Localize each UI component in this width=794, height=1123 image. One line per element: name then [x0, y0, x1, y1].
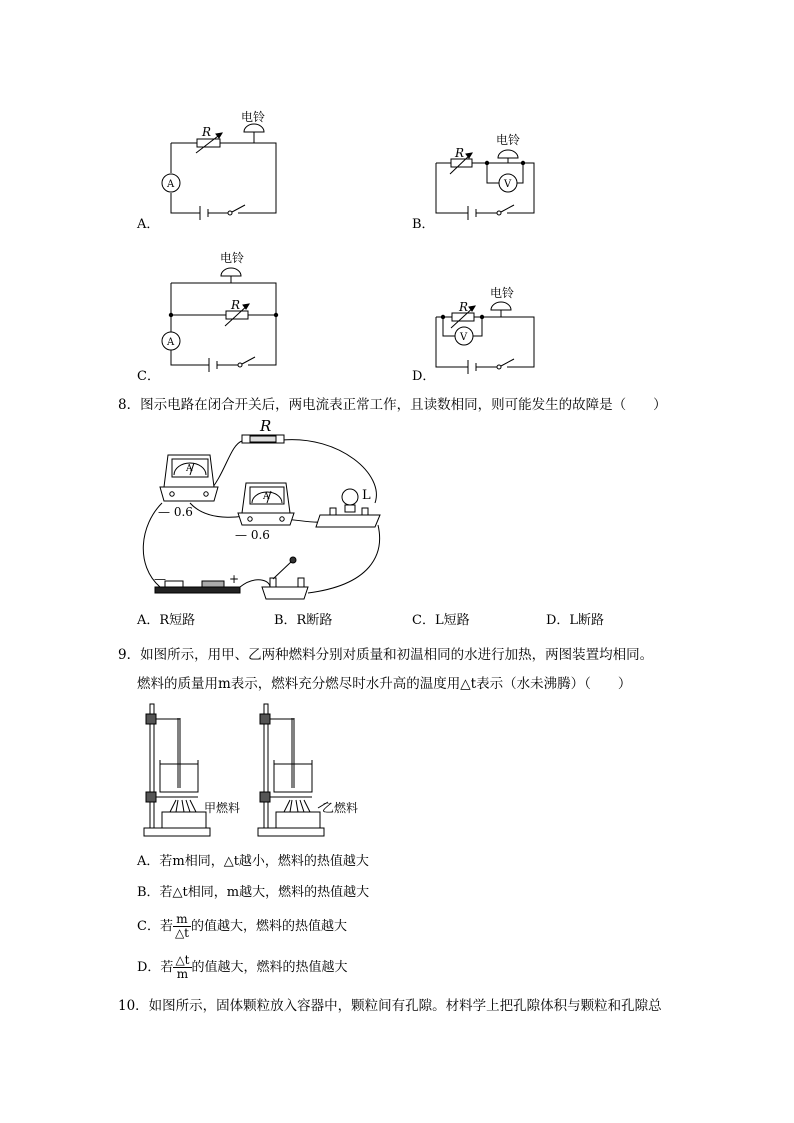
fraction-numerator: m	[173, 913, 191, 927]
q8-meter2-scale: — 0.6	[235, 528, 270, 542]
q9-option-a: A．若m相同，△t越小，燃料的热值越大	[137, 854, 369, 869]
circuit-c	[162, 268, 276, 372]
bell-label-c: 电铃	[220, 251, 245, 265]
q8-option-d: D．L断路	[546, 613, 605, 628]
q9-stem-line1: 9．如图所示，用甲、乙两种燃料分别对质量和初温相同的水进行加热，两图装置均相同。	[118, 647, 654, 663]
apparatus-b	[258, 704, 328, 836]
fraction-numerator: △t	[175, 953, 190, 967]
q9-option-d-suffix: 的值越大，燃料的热值越大	[191, 960, 348, 975]
apparatus-a	[144, 704, 210, 836]
q7-option-d: D．	[412, 369, 436, 384]
resistor-label-c: R	[231, 298, 241, 312]
q9-option-c	[137, 912, 347, 942]
resistor-label-a: R	[202, 125, 212, 139]
q10-stem: 10．如图所示，固体颗粒放入容器中，颗粒间有孔隙。材料学上把孔隙体积与颗粒和孔隙总	[118, 998, 662, 1014]
q9-option-d-fraction	[173, 954, 191, 981]
q8-option-a: A．R短路	[137, 613, 196, 628]
q8-battery-neg: —	[154, 572, 166, 586]
voltmeter-label-b: V	[504, 179, 512, 190]
bell-label-d: 电铃	[490, 286, 515, 300]
q8-option-b: B．R断路	[274, 613, 333, 628]
ammeter-label-c: A	[167, 337, 175, 348]
q8-resistor-label: R	[260, 417, 272, 435]
circuit-d	[436, 302, 534, 374]
q7-option-c: C．	[137, 369, 160, 384]
fraction-denominator: △t	[174, 926, 190, 940]
q9-option-d-prefix: D．若	[137, 960, 174, 975]
fraction-denominator: m	[176, 967, 189, 981]
voltmeter-label-d: V	[460, 332, 468, 343]
q8-option-c: C．L短路	[412, 613, 470, 628]
q7-option-a: A．	[137, 217, 160, 232]
q9-option-c-prefix: C．若	[137, 919, 173, 934]
q8-battery-pos: +	[229, 572, 240, 586]
q8-physical-circuit	[130, 415, 400, 610]
q7-circuit-diagrams	[0, 0, 794, 390]
bell-label-a: 电铃	[241, 110, 266, 124]
q8-stem: 8．图示电路在闭合开关后，两电流表正常工作，且读数相同，则可能发生的故障是（ ）	[118, 397, 667, 413]
q9-option-d	[137, 953, 348, 983]
q9-option-c-suffix: 的值越大，燃料的热值越大	[191, 919, 348, 934]
q9-heating-apparatus	[140, 700, 400, 842]
q9-option-c-fraction	[173, 913, 191, 940]
q8-meter1-scale: — 0.6	[158, 505, 193, 519]
q8-meter2-label: A	[263, 492, 270, 502]
q8-meter1-label: A	[186, 464, 193, 474]
q8-lamp-label: L	[362, 488, 371, 503]
resistor-label-b: R	[455, 146, 465, 160]
bell-label-b: 电铃	[496, 133, 521, 147]
circuit-a	[162, 124, 276, 220]
q9-option-b: B．若△t相同，m越大，燃料的热值越大	[137, 885, 370, 900]
ammeter-label-a: A	[167, 179, 175, 190]
resistor-label-d: R	[459, 300, 469, 314]
fuel-a-label: 甲燃料	[204, 801, 241, 815]
circuit-b	[436, 150, 534, 220]
fuel-b-label: 乙燃料	[322, 801, 359, 815]
q9-stem-line2: 燃料的质量用m表示，燃料充分燃尽时水升高的温度用△t表示（水未沸腾）（ ）	[137, 676, 632, 692]
q7-option-b: B．	[412, 217, 435, 232]
